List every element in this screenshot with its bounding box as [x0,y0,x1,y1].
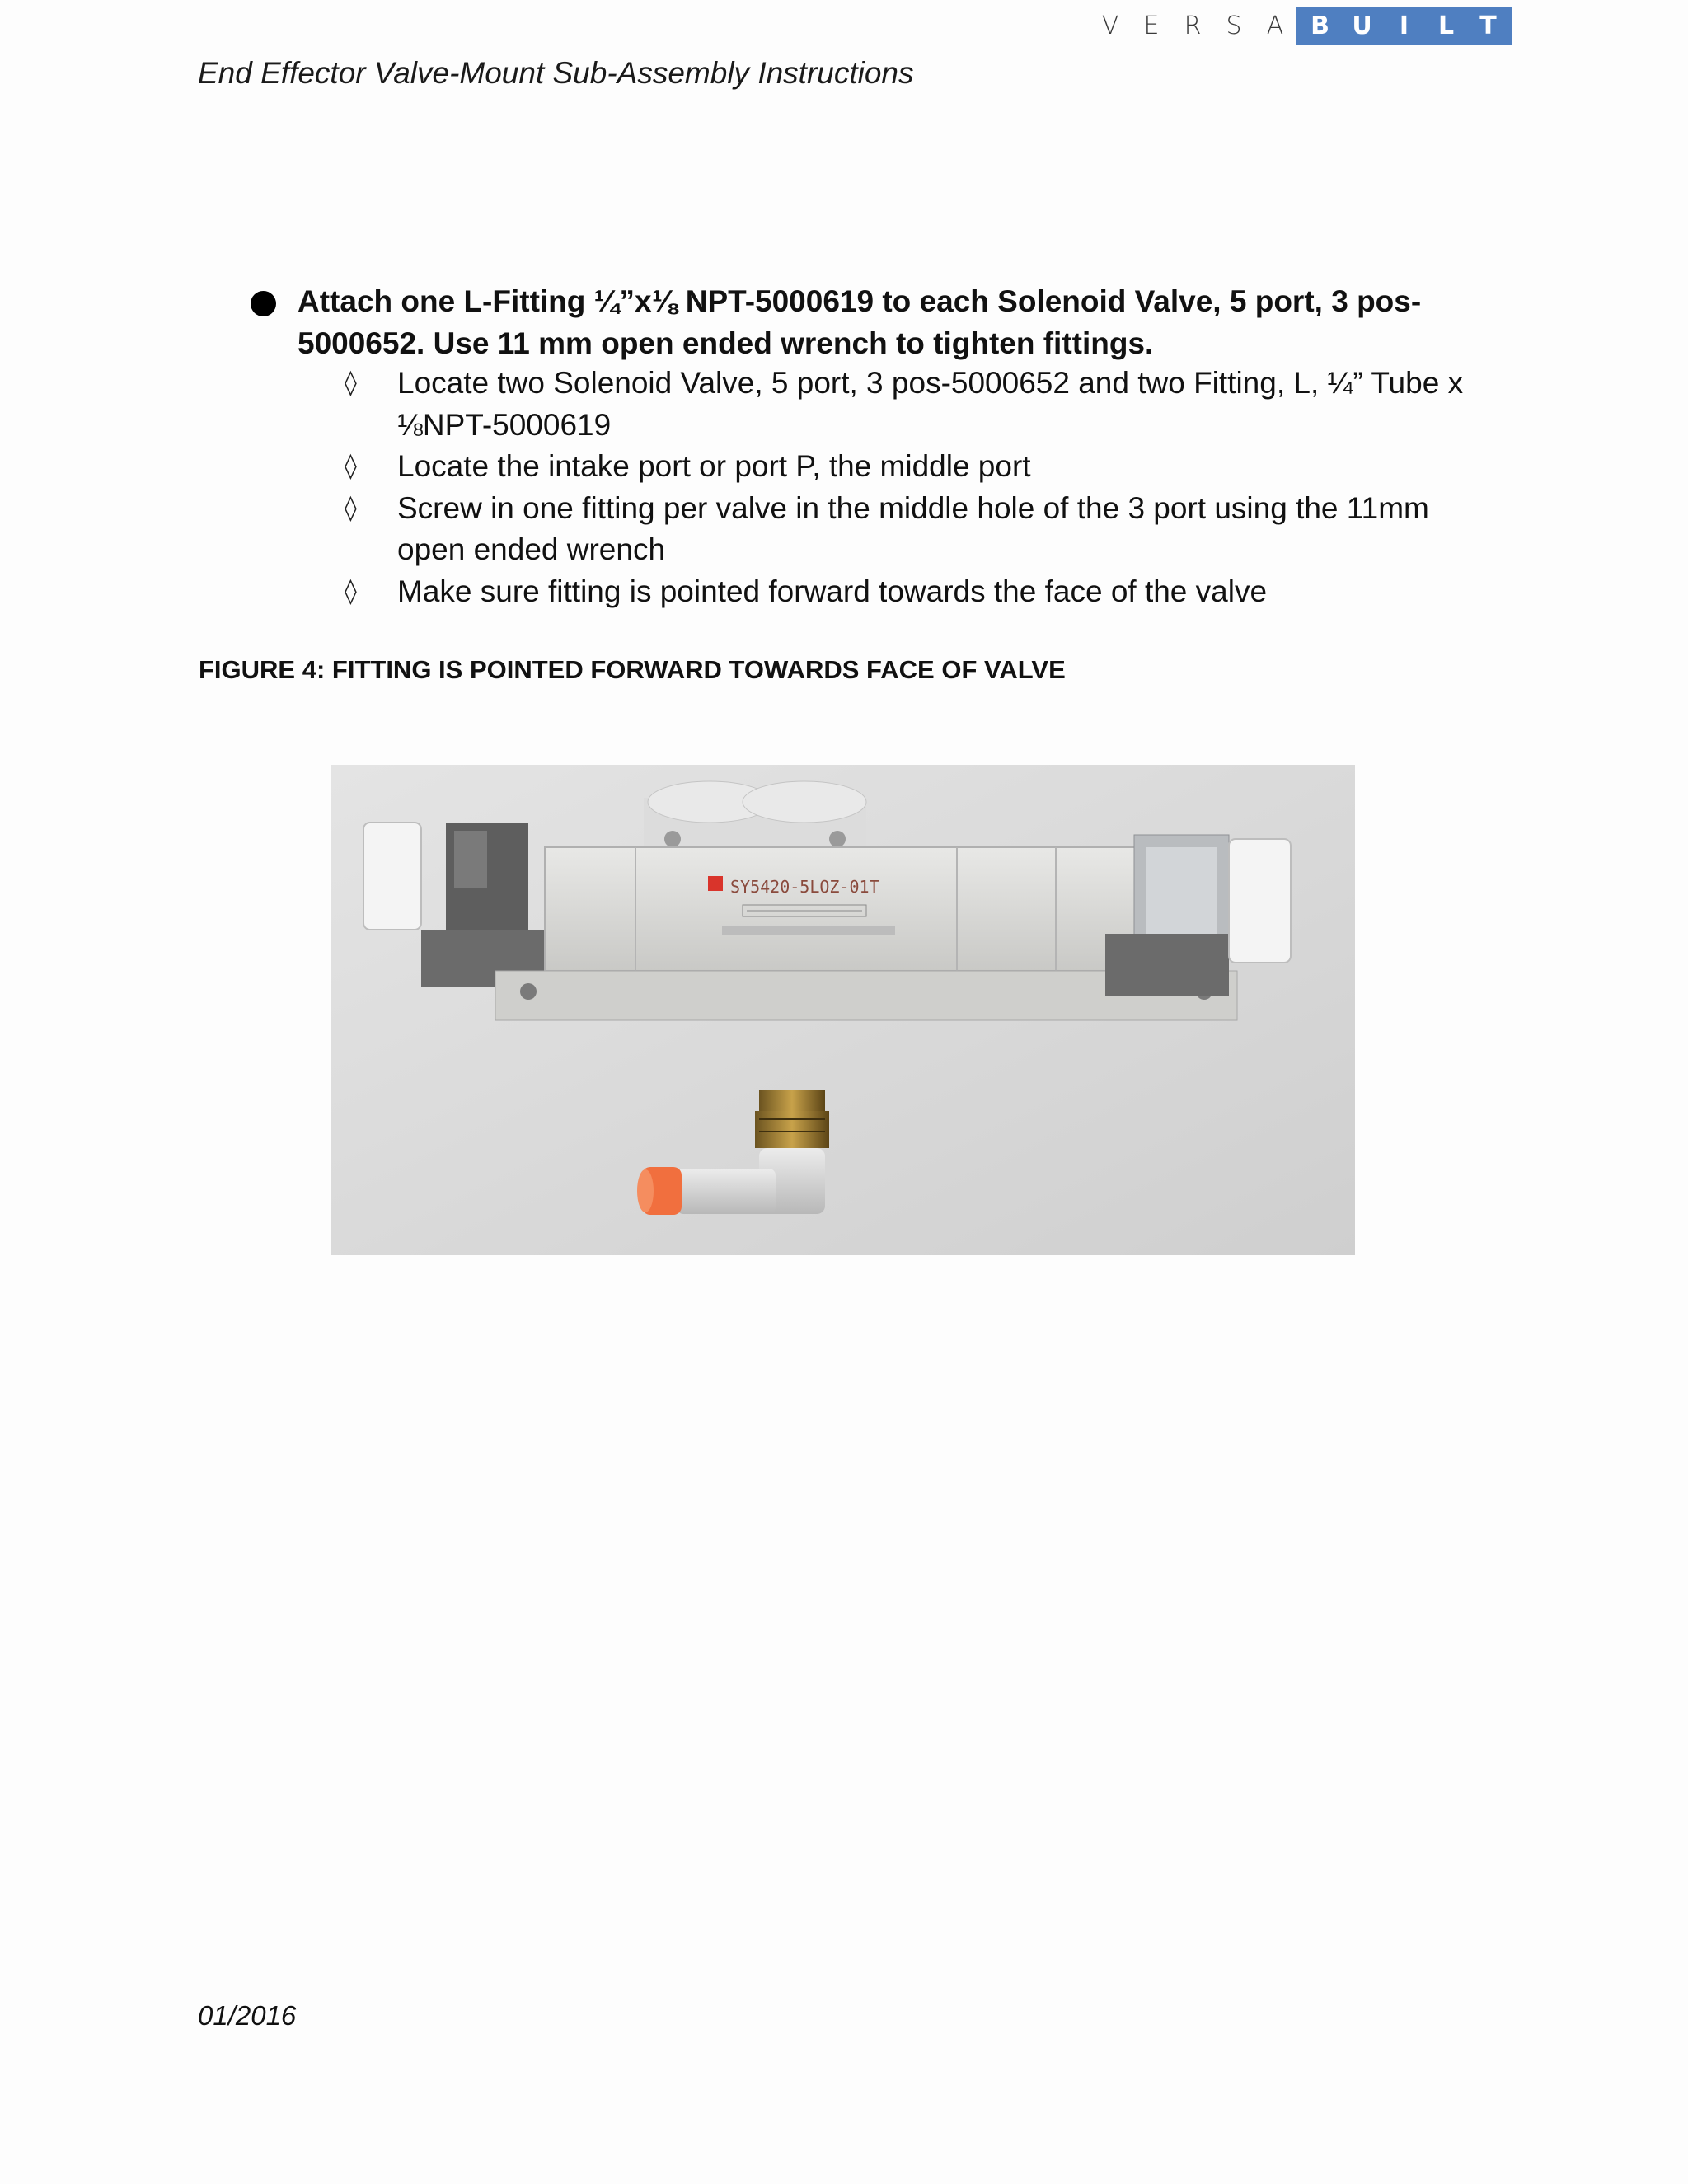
diamond-bullet-icon: ◊ [345,576,357,606]
diamond-bullet-icon: ◊ [345,493,357,523]
list-item: ◊ Locate two Solenoid Valve, 5 port, 3 pos-5000652 and two Fitting, L, ¼” Tube x ⅛NPT-5000619 [336,363,1490,446]
sub-step-list [336,363,1490,612]
valve-fitting-photo [331,765,1355,1255]
footer-date: 01/2016 [198,2000,297,2031]
figure-caption: FIGURE 4: FITTING IS POINTED FORWARD TOWARDS FACE OF VALVE [199,655,1066,684]
document-title: End Effector Valve-Mount Sub-Assembly Instructions [198,56,914,90]
diamond-bullet-icon: ◊ [345,452,357,480]
list-item: ◊ Screw in one fitting per valve in the middle hole of the 3 port using the 11mm open ended wrench [336,488,1490,571]
diamond-bullet-icon: ◊ [345,368,357,397]
bullet-dot-icon [251,291,276,316]
logo-built-box: B U I L T [1296,7,1512,45]
list-item: ◊ Locate the intake port or port P, the middle port [336,446,1490,488]
logo-versa-text: V E R S A [1101,11,1284,40]
list-item: ◊ Make sure fitting is pointed forward towards the face of the valve [336,571,1490,613]
main-step-text: Attach one L-Fitting ¼”x⅛ NPT-5000619 to each Solenoid Valve, 5 port, 3 pos-5000652. Use 11 mm open ended wrench to tighten fittings. [298,284,1422,360]
valve-model-label: SY5420-5LOZ-01T [730,877,879,897]
versabuilt-logo [1090,7,1512,45]
